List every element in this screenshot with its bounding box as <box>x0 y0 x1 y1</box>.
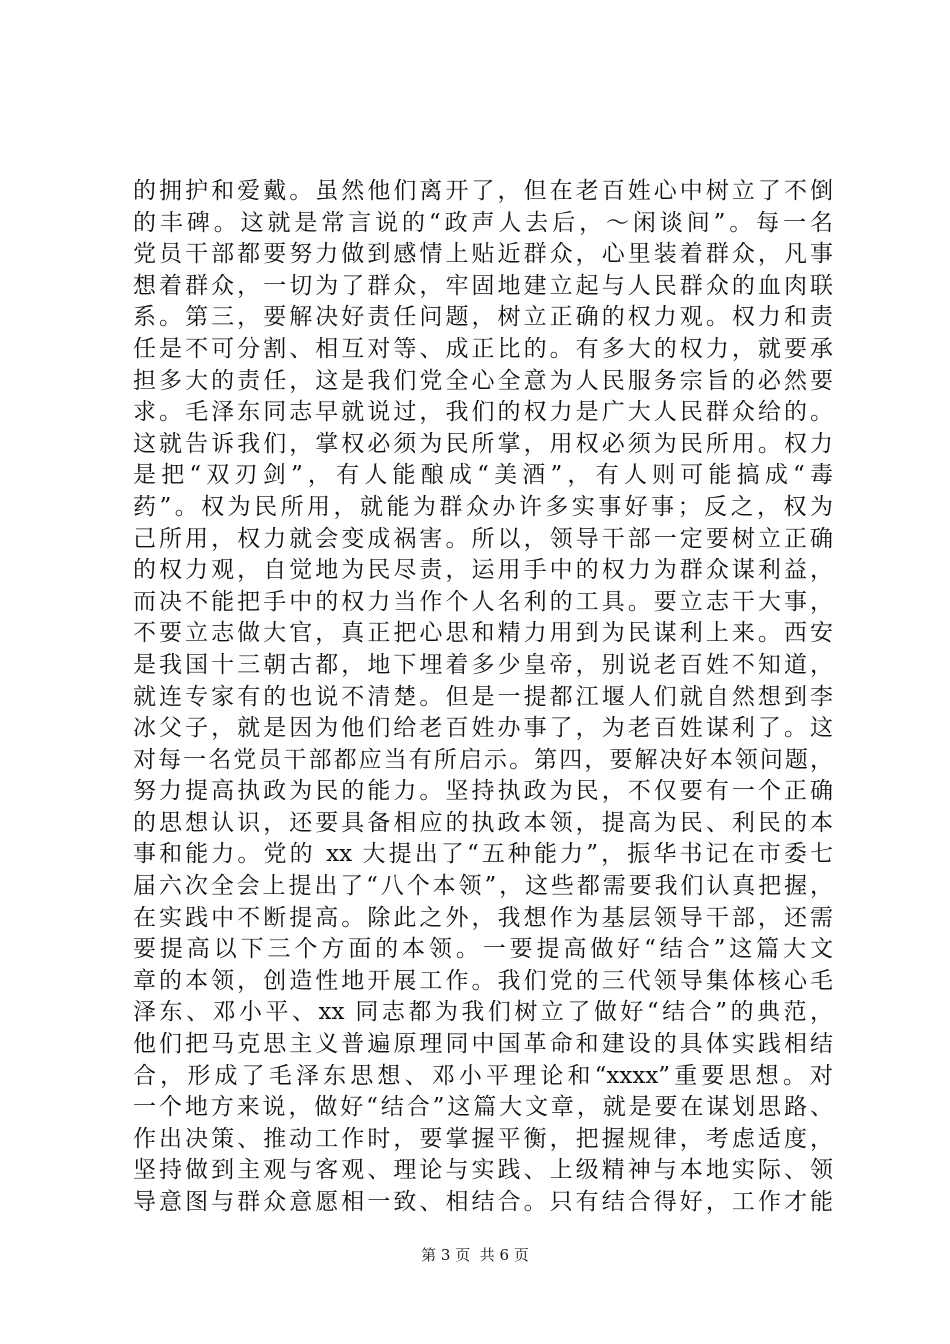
text-line: 冰父子，就是因为他们给老百姓办事了，为老百姓谋利了。这 <box>133 715 833 742</box>
text-line: 己所用，权力就会变成祸害。所以，领导干部一定要树立正确 <box>133 525 833 552</box>
text-line: 的权力观，自觉地为民尽责，运用手中的权力为群众谋利益， <box>133 557 833 584</box>
text-line: 求。毛泽东同志早就说过，我们的权力是广大人民群众给的。 <box>133 399 833 426</box>
text-line: 想着群众，一切为了群众，牢固地建立起与人民群众的血肉联 <box>133 272 833 299</box>
text-line: 党员干部都要努力做到感情上贴近群众，心里装着群众，凡事 <box>133 241 833 268</box>
text-line: 合，形成了毛泽东思想、邓小平理论和“xxxx”重要思想。对 <box>133 1062 833 1089</box>
text-line: 不要立志做大官，真正把心思和精力用到为民谋利上来。西安 <box>133 620 833 647</box>
text-line: 的拥护和爱戴。虽然他们离开了，但在老百姓心中树立了不倒 <box>133 178 833 204</box>
text-line: 这就告诉我们，掌权必须为民所掌，用权必须为民所用。权力 <box>133 430 833 457</box>
text-line: 的丰碑。这就是常言说的“政声人去后，～闲谈间”。每一名 <box>133 209 833 236</box>
text-line: 届六次全会上提出了“八个本领”，这些都需要我们认真把握， <box>133 873 833 900</box>
text-line: 在实践中不断提高。除此之外，我想作为基层领导干部，还需 <box>133 904 833 931</box>
text-line: 作出决策、推动工作时，要掌握平衡，把握规律，考虑适度， <box>133 1125 833 1152</box>
text-line: 系。第三，要解决好责任问题，树立正确的权力观。权力和责 <box>133 304 833 331</box>
text-line: 他们把马克思主义普遍原理同中国革命和建设的具体实践相结 <box>133 1031 833 1058</box>
text-line: 而决不能把手中的权力当作个人名利的工具。要立志干大事， <box>133 588 833 615</box>
text-line: 一个地方来说，做好“结合”这篇大文章，就是要在谋划思路、 <box>133 1094 833 1121</box>
text-line: 是我国十三朝古都，地下埋着多少皇帝，别说老百姓不知道， <box>133 651 833 678</box>
text-line: 要提高以下三个方面的本领。一要提高做好“结合”这篇大文 <box>133 936 833 963</box>
text-line: 努力提高执政为民的能力。坚持执政为民，不仅要有一个正确 <box>133 778 833 805</box>
text-line: 导意图与群众意愿相一致、相结合。只有结合得好，工作才能 <box>133 1189 833 1215</box>
text-line: 是把“双刃剑”，有人能酿成“美酒”，有人则可能搞成“毒 <box>133 462 833 489</box>
text-line: 对每一名党员干部都应当有所启示。第四，要解决好本领问题， <box>133 746 833 773</box>
body-text <box>133 176 833 1219</box>
text-line: 药”。权为民所用，就能为群众办许多实事好事；反之，权为 <box>133 493 833 520</box>
text-line: 坚持做到主观与客观、理论与实践、上级精神与本地实际、领 <box>133 1157 833 1184</box>
text-line: 事和能力。党的 xx 大提出了“五种能力”，振华书记在市委七 <box>133 841 833 868</box>
text-line: 任是不可分割、相互对等、成正比的。有多大的权力，就要承 <box>133 335 833 362</box>
text-line: 的思想认识，还要具备相应的执政本领，提高为民、利民的本 <box>133 809 833 836</box>
page-footer <box>0 1245 950 1265</box>
text-line: 章的本领，创造性地开展工作。我们党的三代领导集体核心毛 <box>133 967 833 994</box>
text-line: 就连专家有的也说不清楚。但是一提都江堰人们就自然想到李 <box>133 683 833 710</box>
text-line: 泽东、邓小平、xx 同志都为我们树立了做好“结合”的典范， <box>133 999 833 1026</box>
text-line: 担多大的责任，这是我们党全心全意为人民服务宗旨的必然要 <box>133 367 833 394</box>
page-number-label: 第 3 页 共 6 页 <box>421 1246 529 1264</box>
